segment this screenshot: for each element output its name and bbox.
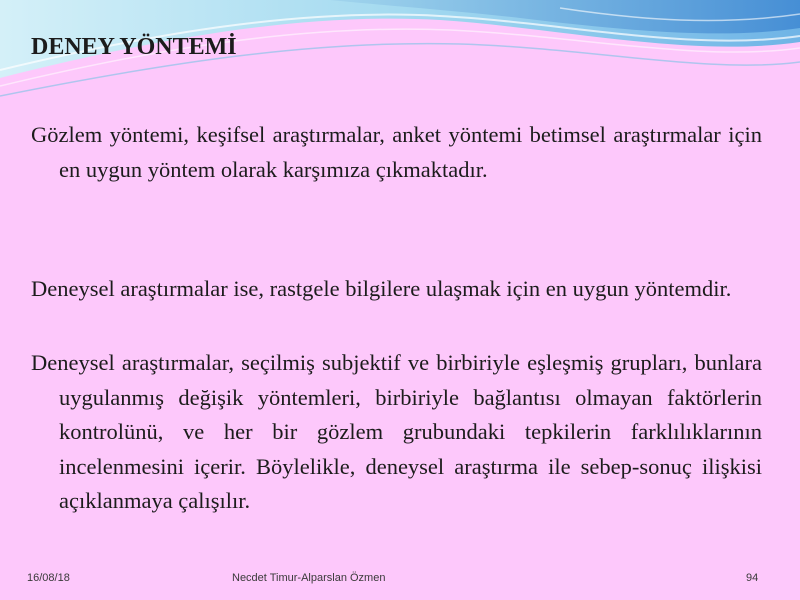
footer-date: 16/08/18: [27, 572, 70, 584]
paragraph-observation-method: Gözlem yöntemi, keşifsel araştırmalar, anket yöntemi betimsel araştırmalar için en uygun yöntem olarak karşımıza çıkmaktadır.: [31, 122, 762, 182]
slide-title: DENEY YÖNTEMİ: [31, 34, 237, 60]
paragraph-experimental-details: Deneysel araştırmalar, seçilmiş subjektif ve birbiriyle eşleşmiş grupları, bunlara uygulanmış değişik yöntemleri, birbiriyle bağlantısı olmayan faktörlerin kontrolünü, ve her bir gözlem grubundaki tepkilerin farklılıklarının incelenmesini içerir. Böylelikle, deneysel araştırma ile sebep-sonuç ilişkisi açıklanmaya çalışılır.: [31, 350, 762, 513]
footer-page-number: 94: [746, 572, 759, 584]
footer-author: Necdet Timur-Alparslan Özmen: [232, 572, 386, 584]
paragraph-experimental-research: Deneysel araştırmalar ise, rastgele bilgilere ulaşmak için en uygun yöntemdir.: [31, 276, 732, 301]
